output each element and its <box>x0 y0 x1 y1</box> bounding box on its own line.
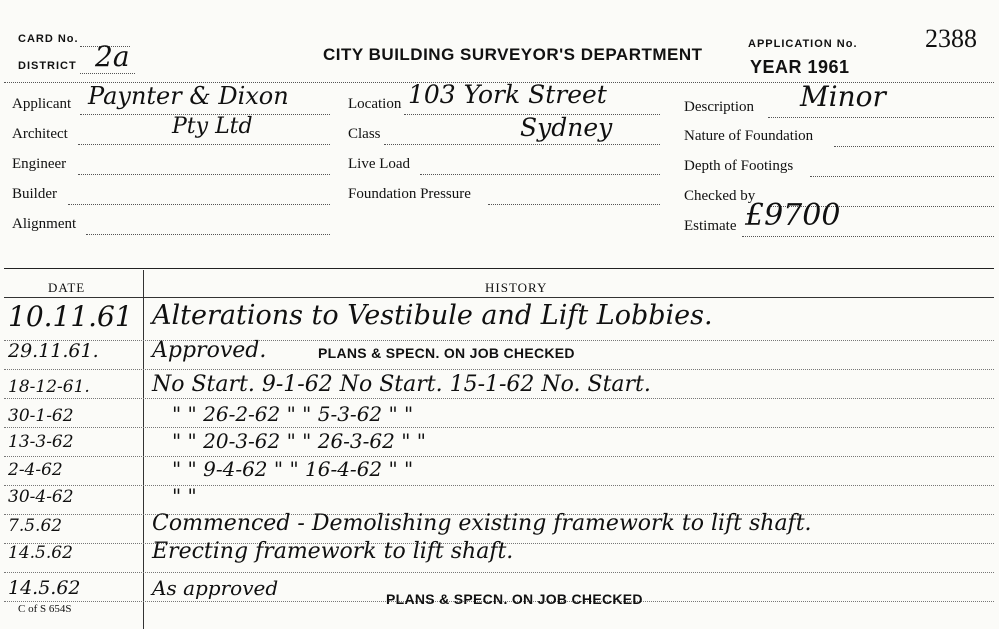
estimate-label: Estimate <box>684 218 737 234</box>
application-label: APPLICATION No. <box>748 38 858 50</box>
applicant-value: Paynter & Dixon <box>88 82 289 110</box>
table-row-history: As approved <box>152 576 279 600</box>
table-row-history: Alterations to Vestibule and Lift Lobbies. <box>152 300 713 331</box>
checked-label: Checked by <box>684 188 756 204</box>
table-row-date: 7.5.62 <box>8 516 63 536</box>
table-row-history: No Start. 9-1-62 No Start. 15-1-62 No. Start. <box>152 372 651 397</box>
table-row-date: 10.11.61 <box>8 300 133 333</box>
estimate-value: £9700 <box>745 198 841 233</box>
table-row-date: 30-4-62 <box>8 487 74 507</box>
table-row-history: " " 20-3-62 " " 26-3-62 " " <box>172 429 426 453</box>
table-row-history: " " <box>172 484 197 508</box>
date-column-header: DATE <box>48 280 86 295</box>
location-value: 103 York Street <box>408 80 607 109</box>
card-no-label: CARD No. <box>18 33 79 45</box>
class-label: Class <box>348 126 381 142</box>
location-label: Location <box>348 96 402 112</box>
district-label: DISTRICT <box>18 60 77 72</box>
table-row-date: 30-1-62 <box>8 406 74 426</box>
architect-value: Pty Ltd <box>172 114 253 139</box>
department-title: CITY BUILDING SURVEYOR'S DEPARTMENT <box>323 45 703 64</box>
nature-label: Nature of Foundation <box>684 128 814 144</box>
table-row-history: Erecting framework to lift shaft. <box>152 539 514 564</box>
form-code: C of S 654S <box>18 603 72 615</box>
foundation-pressure-label: Foundation Pressure <box>348 186 471 202</box>
stamp-plans-checked: PLANS & SPECN. ON JOB CHECKED <box>318 345 575 361</box>
description-label: Description <box>684 99 754 115</box>
engineer-label: Engineer <box>12 156 67 172</box>
district-value: 2a <box>95 40 130 73</box>
description-value: Minor <box>800 80 886 113</box>
table-row-history: Commenced - Demolishing existing framework to lift shaft. <box>152 511 812 536</box>
table-row-history: Approved. <box>152 338 267 363</box>
table-row-date: 2-4-62 <box>8 460 63 480</box>
table-row-date: 13-3-62 <box>8 432 74 452</box>
class-value: Sydney <box>520 113 613 142</box>
table-row-date: 14.5.62 <box>8 577 81 599</box>
table-row-date: 14.5.62 <box>8 543 73 563</box>
depth-label: Depth of Footings <box>684 158 794 174</box>
alignment-label: Alignment <box>12 216 77 232</box>
application-number: 2388 <box>925 24 977 53</box>
table-row-history: " " 26-2-62 " " 5-3-62 " " <box>172 402 414 426</box>
architect-label: Architect <box>12 126 68 142</box>
stamp-plans-checked: PLANS & SPECN. ON JOB CHECKED <box>386 591 643 607</box>
history-column-header: HISTORY <box>485 280 548 295</box>
table-row-date: 18-12-61. <box>8 377 90 397</box>
applicant-label: Applicant <box>12 96 72 112</box>
live-load-label: Live Load <box>348 156 411 172</box>
table-row-history: " " 9-4-62 " " 16-4-62 " " <box>172 457 414 481</box>
year-label: YEAR 1961 <box>750 57 850 77</box>
builder-label: Builder <box>12 186 57 202</box>
table-row-date: 29.11.61. <box>8 340 99 362</box>
